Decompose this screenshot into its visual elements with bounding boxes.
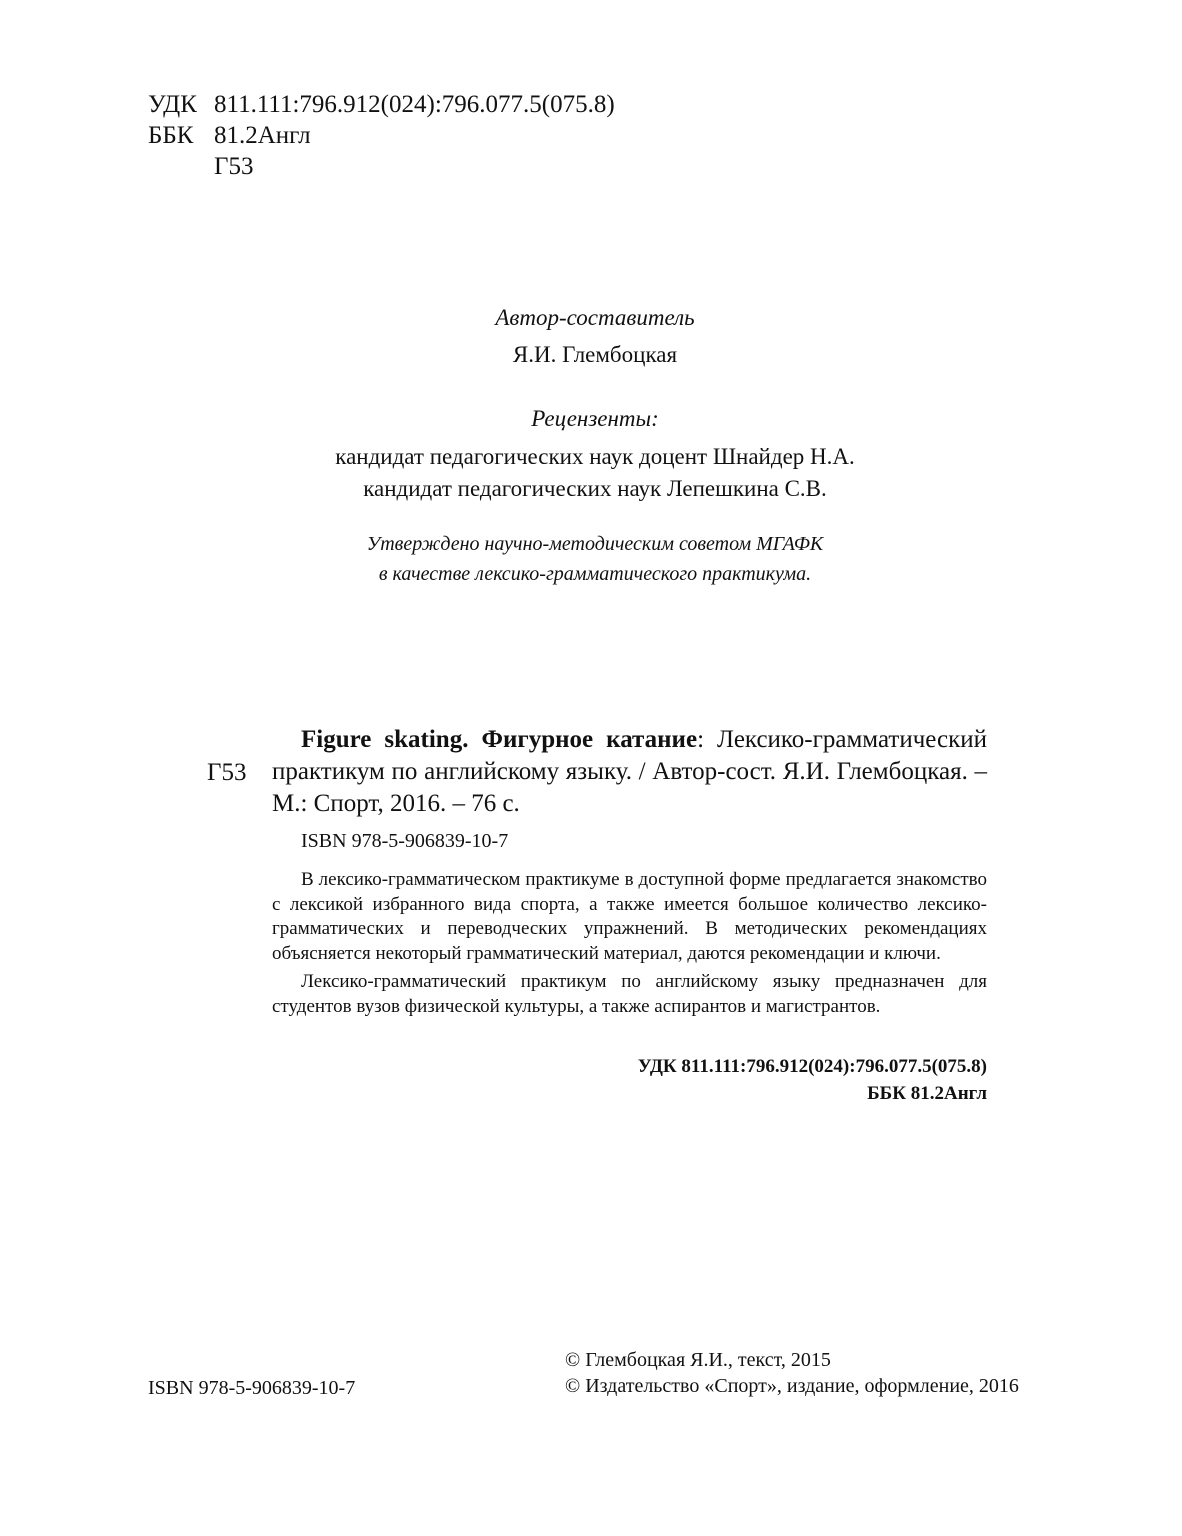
book-description: : Лексико-грамматический практикум по английскому языку. / Автор-сост. Я.И. Глембоцкая. – М.: Спорт, 2016. – 76 с. (272, 726, 987, 817)
approval-line-2: в качестве лексико-грамматического практикума. (378, 563, 812, 585)
author-role: Автор-составитель (495, 305, 695, 330)
abstract-paragraph-1: В лексико-грамматическом практикуме в доступной форме предлагается знакомство с лексикой избранного вида спорта, а также имеется большое количество лексико-грамматических и переводческих упражнений. В методических рекомендациях объясняется некоторый грамматический материал, даются рекомендации и ключи. (272, 869, 987, 964)
classification-bottom (272, 1053, 987, 1107)
author-name: Я.И. Глембоцкая (512, 342, 678, 367)
reviewers-role: Рецензенты: (531, 406, 659, 431)
udk-value: 811.111:796.912(024):796.077.5(075.8) (214, 91, 615, 118)
copyright-publisher: © Издательство «Спорт», издание, оформление, 2016 (565, 1375, 1019, 1397)
reviewer-1: кандидат педагогических наук доцент Шнайдер Н.А. (335, 444, 855, 469)
bbk-bottom: ББК 81.2Англ (867, 1083, 987, 1104)
bbk-value: 81.2Англ (214, 122, 311, 149)
copyright-text: © Глембоцкая Я.И., текст, 2015 (565, 1349, 831, 1371)
udk-row (148, 90, 615, 120)
bbk-label: ББК (148, 122, 194, 149)
author-mark: Г53 (207, 759, 247, 786)
bibliographic-description (272, 724, 987, 820)
approval-line-1: Утверждено научно-методическим советом МГАФК (366, 533, 824, 555)
udk-bottom: УДК 811.111:796.912(024):796.077.5(075.8) (637, 1056, 987, 1077)
book-title: Figure skating. Фигурное катание (301, 726, 698, 753)
abstract-paragraph-2: Лексико-грамматический практикум по английскому языку предназначен для студентов вузов физической культуры, а также аспирантов и магистрантов. (272, 971, 987, 1017)
bbk-row (148, 121, 311, 151)
footer-isbn: ISBN 978-5-906839-10-7 (148, 1377, 356, 1399)
reviewer-2: кандидат педагогических наук Лепешкина С.В. (363, 476, 827, 501)
udk-label: УДК (148, 91, 197, 118)
isbn-record: ISBN 978-5-906839-10-7 (301, 830, 509, 852)
abstract (272, 868, 987, 1019)
author-mark-top: Г53 (214, 153, 254, 180)
